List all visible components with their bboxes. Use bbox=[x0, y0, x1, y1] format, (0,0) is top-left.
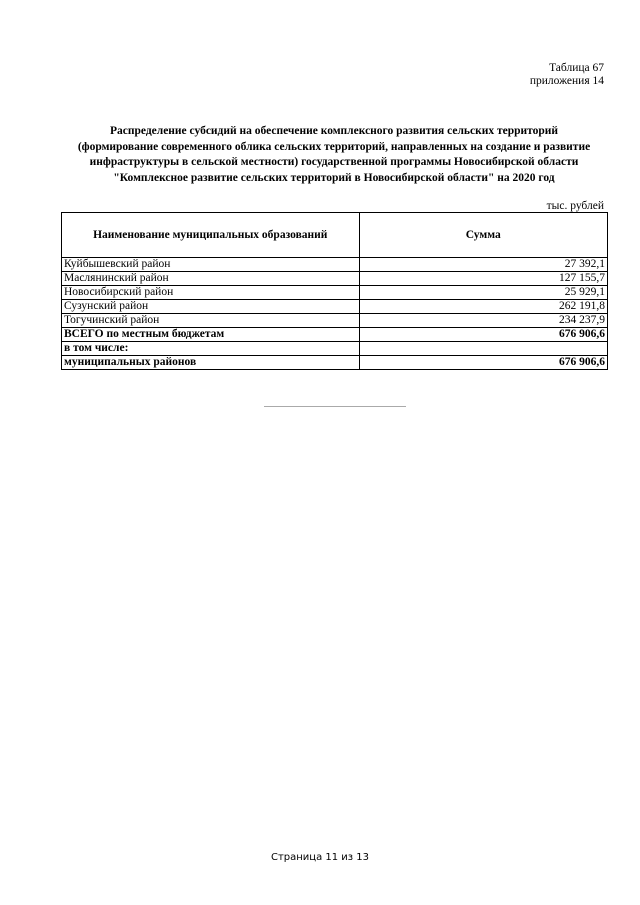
including-label: в том числе: bbox=[62, 342, 360, 356]
table-number: Таблица 67 bbox=[549, 62, 604, 74]
table-row bbox=[62, 300, 608, 314]
table-row bbox=[62, 286, 608, 300]
municipal-sum: 676 906,6 bbox=[359, 356, 608, 370]
row-name: Сузунский район bbox=[62, 300, 360, 314]
separator-line bbox=[264, 406, 406, 407]
row-sum: 127 155,7 bbox=[359, 272, 608, 286]
appendix-number: приложения 14 bbox=[529, 75, 604, 87]
subsidy-table bbox=[61, 212, 608, 370]
municipal-label: муниципальных районов bbox=[62, 356, 360, 370]
row-sum: 25 929,1 bbox=[359, 286, 608, 300]
row-name: Куйбышевский район bbox=[62, 258, 360, 272]
row-sum: 234 237,9 bbox=[359, 314, 608, 328]
title-line: (формирование современного облика сельских территорий, направленных на создание и развитие bbox=[77, 140, 591, 153]
units-label: тыс. рублей bbox=[546, 200, 604, 212]
table-header-row bbox=[62, 213, 608, 258]
title-line: инфраструктуры в сельской местности) государственной программы Новосибирской области bbox=[89, 156, 579, 168]
column-header-sum: Сумма bbox=[359, 213, 608, 258]
municipal-row bbox=[62, 356, 608, 370]
row-name: Маслянинский район bbox=[62, 272, 360, 286]
row-name: Новосибирский район bbox=[62, 286, 360, 300]
page-number: Страница 11 из 13 bbox=[270, 852, 370, 863]
column-header-name: Наименование муниципальных образований bbox=[62, 213, 360, 258]
table-reference bbox=[530, 62, 604, 88]
document-title bbox=[60, 124, 608, 186]
including-sum bbox=[359, 342, 608, 356]
total-row bbox=[62, 328, 608, 342]
title-line: "Комплексное развитие сельских территорий в Новосибирской области" на 2020 год bbox=[113, 171, 555, 184]
row-sum: 262 191,8 bbox=[359, 300, 608, 314]
table-row bbox=[62, 258, 608, 272]
row-name: Тогучинский район bbox=[62, 314, 360, 328]
including-row bbox=[62, 342, 608, 356]
table-row bbox=[62, 314, 608, 328]
total-sum: 676 906,6 bbox=[359, 328, 608, 342]
row-sum: 27 392,1 bbox=[359, 258, 608, 272]
table-row bbox=[62, 272, 608, 286]
total-label: ВСЕГО по местным бюджетам bbox=[62, 328, 360, 342]
title-line: Распределение субсидий на обеспечение комплексного развития сельских территорий bbox=[109, 125, 559, 137]
